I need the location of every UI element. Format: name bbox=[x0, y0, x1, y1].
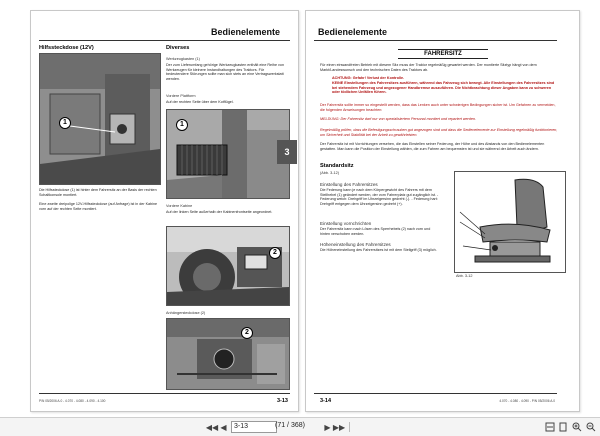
page-header-title: Bedienelemente bbox=[318, 27, 388, 37]
zoom-in-icon[interactable] bbox=[571, 421, 583, 433]
standardsitz-subtitle: (Abb. 3-12) bbox=[320, 171, 339, 175]
section-fahrersitz: FAHRERSITZ bbox=[398, 49, 488, 59]
vorrichtung-text: Der Fahrersitz ist mit Vorrichtungen versehen, die das Einstellen seiner Federung, der Höhe und des Abstands von den Bedienelementen gestatten. Man kann die Position der Einstellung wählen, die zum Fahren am bequemsten ist und sie während der Arbeit auch ändern. bbox=[320, 142, 545, 151]
hoehe-title: Höheneinstellung des Fahrersitzes bbox=[320, 242, 391, 247]
toolbar-separator bbox=[349, 422, 350, 432]
callout-1-toolbox: 1 bbox=[176, 119, 188, 131]
page-count-label: (71 / 368) bbox=[275, 422, 305, 429]
warning-title: ACHTUNG: Gefahr! Verlust der Kontrolle. bbox=[332, 76, 405, 80]
figure-caption: Abb. 3-12 bbox=[456, 274, 473, 278]
photo-anhaengersteckdose bbox=[166, 318, 290, 390]
chapter-tab: 3 bbox=[277, 140, 297, 164]
werkzeug-title: Werkzeugkasten (1) bbox=[166, 57, 200, 61]
footer-rule bbox=[39, 393, 290, 394]
einst-fed-text: Die Federung kann je nach dem Körpergewicht des Fahrers mit dem Stellhebel (1) geändert werden, der vom Fahrerplatz gut zugänglich ist. - Federung weich: Drehgriff im Uhrzeigersinn gedreht (-). - Federung hart: Drehgriff entgegen dem Uhrzeigersinn gedreht (+). bbox=[320, 188, 439, 206]
regel-text: Regelmäßig prüfen, dass die Befestigungsschrauben gut angezogen sind und dass die Sedienelemente zur Einstellung regelmäßig funktionieren, um Sicherheit und Stabilität bei der Arbeit zu gewährleisten. bbox=[320, 128, 558, 137]
fit-page-icon[interactable] bbox=[557, 421, 569, 433]
page-header-title: Bedienelemente bbox=[210, 27, 280, 37]
photo-hilfssteckdose bbox=[39, 53, 161, 185]
werkzeug-text: Der zum Lieferumfang gehörige Werkzeugkasten enthält eine Reihe von Werkzeugen für kleinere Instandhaltungen des Traktors. Für bedeutendere Störungen sollte man sich stets an eine Vertragswerkstatt wenden. bbox=[166, 63, 284, 81]
first-page-icon[interactable]: ◀◀ bbox=[205, 422, 219, 432]
fit-width-icon[interactable] bbox=[544, 421, 556, 433]
page-3-13 bbox=[30, 10, 299, 412]
section-hilfssteckdose: Hilfssteckdose (12V) bbox=[39, 45, 94, 51]
einst-vorr-title: Einstellung vornchrichten bbox=[320, 221, 372, 226]
viewer-toolbar bbox=[0, 417, 600, 436]
kabine-text: Auf der linken Seite außerhalb der Kabinenfrontseite angeordnet. bbox=[166, 210, 273, 214]
callout-2-anhaenger: 2 bbox=[241, 327, 253, 339]
callout-2-kabine: 2 bbox=[269, 247, 281, 259]
footer-left-text: P/N 05/2006 A.0 - 4.070 - 4.080 - 4.090 - 4.100 bbox=[39, 399, 106, 403]
header-rule bbox=[39, 40, 290, 41]
hilfs-text: Die Hilfssteckdose (1) ist hinter dem Fahrersitz an der Basis der rechten Schaltkonsole montiert. bbox=[39, 188, 157, 197]
hilfs-text-2: Eine zweite dreipolige 12V-Hilfssteckdose (auf Anfrage) ist in der Kabine vorn auf der rechten Seite montiert. bbox=[39, 202, 158, 211]
page-number: 3-13 bbox=[276, 398, 288, 404]
page-number: 3-14 bbox=[320, 398, 332, 404]
hoehe-text: Die Höheneinstellung des Fahrersitzes ist mit dem Stellgriff (3) möglich. bbox=[320, 248, 437, 252]
meldung-text: MELDUNG: Der Fahrersitz darf nur von spezialisiertem Personal montiert und repariert werden. bbox=[320, 117, 476, 121]
photo-kabine bbox=[166, 226, 290, 306]
section-diverses: Diverses bbox=[166, 45, 190, 51]
caution-text: Der Fahrersitz sollte immer so eingestellt werden, dass das Lenken auch unter schwierigen Bedingungen sicher ist. Um Gefahren zu vermeiden, die folgenden Anweisungen beachten: bbox=[320, 103, 556, 112]
section-standardsitz: Standardsitz bbox=[320, 163, 354, 169]
header-rule bbox=[314, 40, 557, 41]
kabine-title: Vordere Kabine bbox=[166, 204, 193, 208]
einst-fed-title: Einstellung des Fahrersitzes bbox=[320, 182, 378, 187]
plattform-title: Vordere Plattform bbox=[166, 94, 196, 98]
callout-1: 1 bbox=[59, 117, 71, 129]
page-number-input[interactable]: 3-13 bbox=[231, 421, 277, 433]
warning-text: KEINE Einstellungen des Fahrersitzes ausführen, während das Fahrzeug sich bewegt. Alle Einstellungen des Fahrersitzes sind bei stehendem Fahrzeug und angezogener Handbremse auszuführen. Die Nichtbeachtung dieser Angaben kann zu schweren oder tödlichen Unfällen führen. bbox=[332, 81, 555, 95]
footer-right-text: 4.070 - 4.080 - 4.090 - P/N 05/2006 A.0 bbox=[499, 399, 555, 403]
previous-page-icon[interactable]: ◀ bbox=[220, 422, 227, 432]
last-page-icon[interactable]: ▶▶ bbox=[332, 422, 346, 432]
page-3-14 bbox=[305, 10, 580, 412]
footer-rule bbox=[314, 393, 557, 394]
figure-fahrersitz bbox=[454, 171, 566, 273]
next-page-icon[interactable]: ▶ bbox=[324, 422, 331, 432]
zoom-out-icon[interactable] bbox=[585, 421, 597, 433]
einst-vorr-text: Der Fahrersitz kann nach Lösen des Sperrhebels (2) nach vorn und hinten verschoben werden. bbox=[320, 227, 431, 236]
plattform-text: Auf der rechten Seite über dem Kotflügel. bbox=[166, 100, 234, 104]
intro-text: Für einen einwandfreien Betrieb mit diesem Sitz muss der Traktor regelmäßig gewartet werden. Der montierte Sitztyp hängt von dem Markt/Landeswunsch und den technischen Daten des Traktors ab. bbox=[320, 63, 537, 72]
anh-title: Anhängersteckdose (2) bbox=[166, 311, 206, 315]
